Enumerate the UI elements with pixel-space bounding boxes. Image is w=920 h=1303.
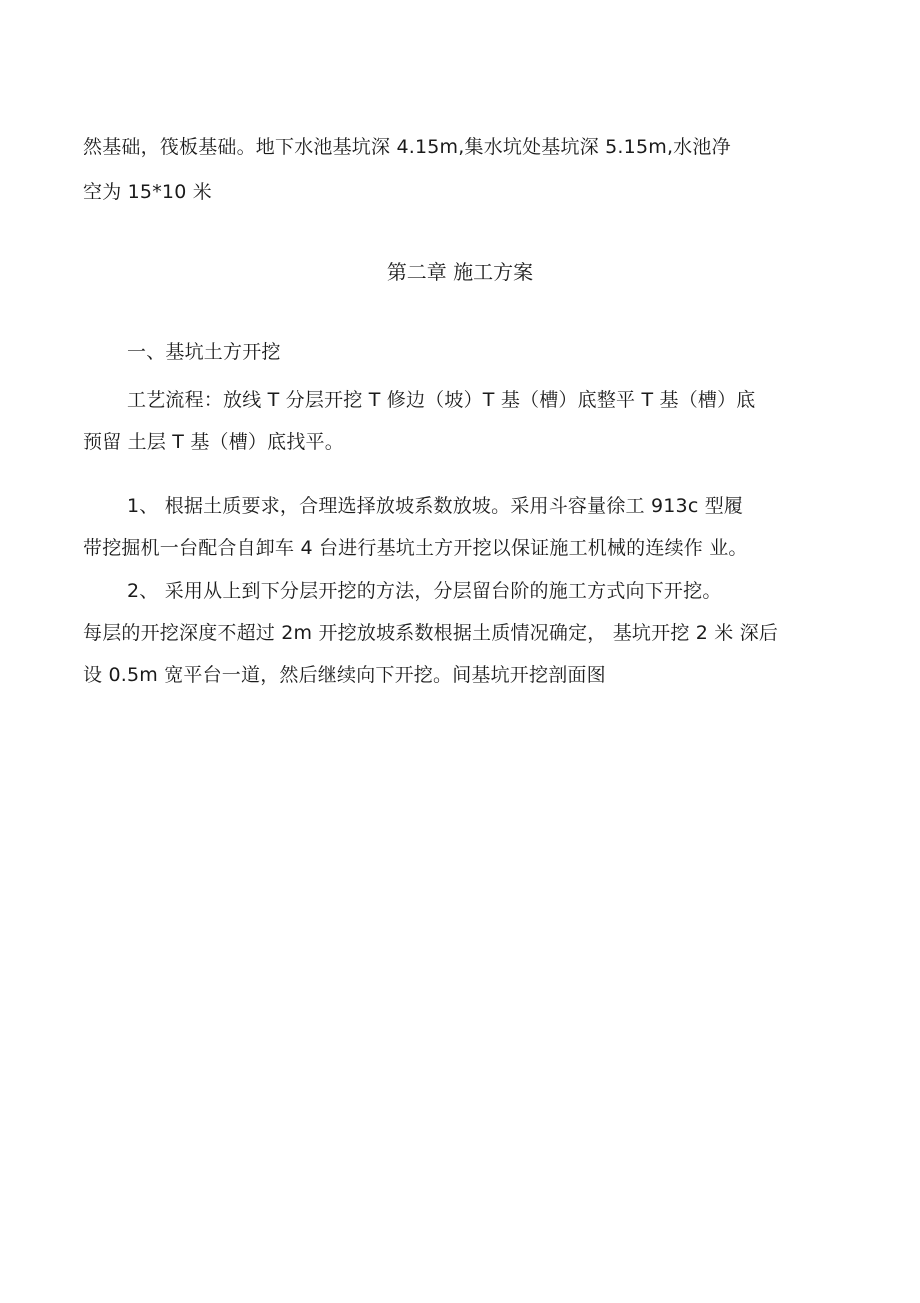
process-flow-line-1: 工艺流程：放线 T 分层开挖 T 修边（坡）T 基（槽）底整平 T 基（槽）底: [127, 389, 756, 411]
item-2-line-1: 2、 采用从上到下分层开挖的方法，分层留台阶的施工方式向下开挖。: [127, 580, 722, 602]
item-1-line-1: 1、 根据土质要求，合理选择放坡系数放坡。采用斗容量徐工 913c 型履: [127, 495, 744, 517]
item-2-line-2: 每层的开挖深度不超过 2m 开挖放坡系数根据土质情况确定， 基坑开挖 2 米 深后: [83, 622, 779, 644]
intro-text-line-2: 空为 15*10 米: [83, 181, 212, 203]
chapter-title: 第二章 施工方案: [386, 260, 534, 284]
item-1-line-2: 带挖掘机一台配合自卸车 4 台进行基坑土方开挖以保证施工机械的连续作 业。: [83, 537, 748, 559]
intro-text-line-1: 然基础，筏板基础。地下水池基坑深 4.15m,集水坑处基坑深 5.15m,水池净: [83, 136, 731, 158]
section-title: 一、基坑土方开挖: [127, 341, 281, 363]
item-2-line-3: 设 0.5m 宽平台一道，然后继续向下开挖。间基坑开挖剖面图: [83, 664, 606, 686]
process-flow-line-2: 预留 土层 T 基（槽）底找平。: [83, 431, 344, 453]
